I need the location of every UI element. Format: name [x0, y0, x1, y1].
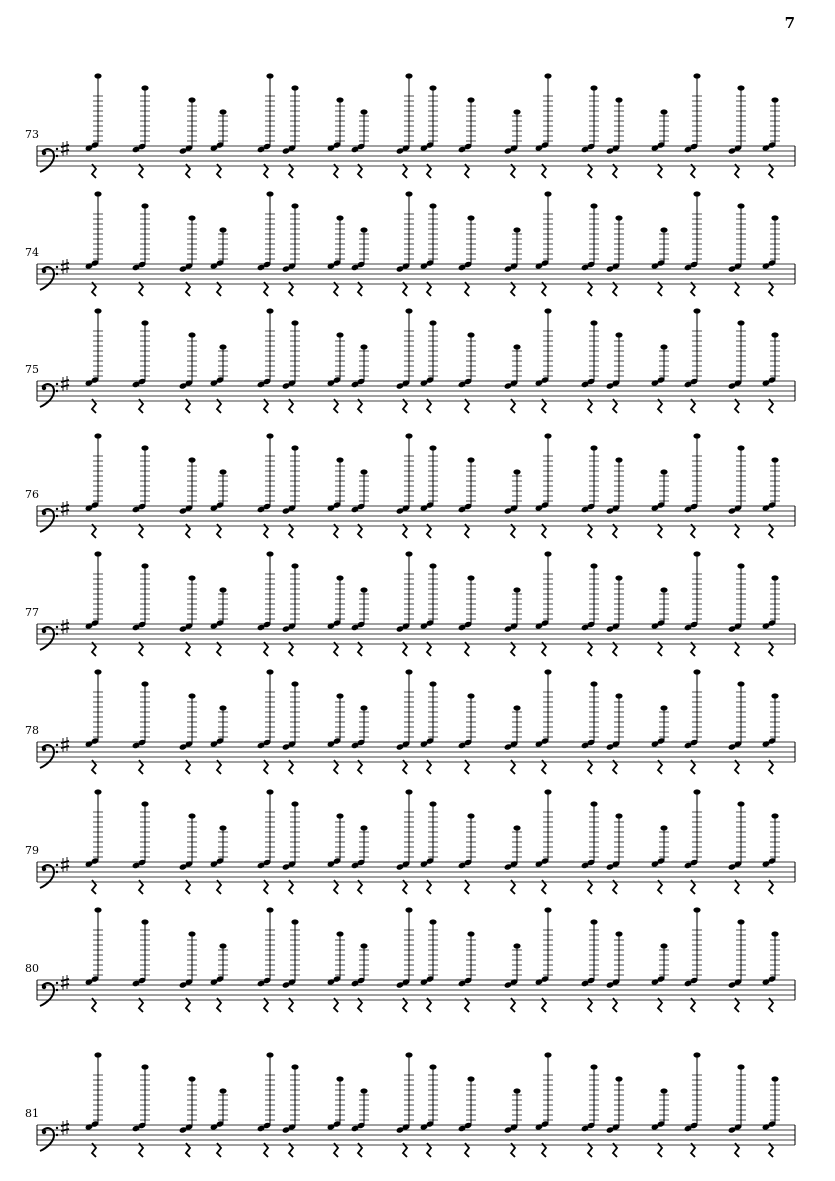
note-chord: [651, 344, 669, 386]
bass-clef-icon: [40, 148, 58, 172]
note-chord: [581, 801, 599, 869]
bass-clef-icon: [40, 744, 58, 768]
note-chord: [257, 551, 275, 631]
note-chord: [327, 97, 345, 151]
note-chord: [581, 203, 599, 271]
note-chord: [651, 227, 669, 269]
note-chord: [762, 97, 780, 151]
note-chord: [728, 203, 746, 272]
note-chord: [351, 1088, 369, 1132]
note-chord: [396, 1052, 414, 1133]
note-chord: [581, 681, 599, 749]
measure-number: 81: [25, 1107, 39, 1120]
note-chord: [684, 1052, 702, 1132]
note-chord: [257, 308, 275, 388]
note-chord: [504, 227, 522, 272]
note-chord: [396, 433, 414, 514]
note-chord: [762, 575, 780, 629]
bass-clef-icon: [40, 383, 58, 407]
note-chord: [684, 191, 702, 271]
note-chord: [396, 789, 414, 870]
note-chord: [762, 693, 780, 747]
system-74: [25, 191, 795, 296]
note-chord: [458, 97, 476, 153]
note-chord: [351, 943, 369, 987]
note-chord: [351, 587, 369, 631]
note-chord: [282, 445, 300, 514]
system-76: [25, 433, 795, 538]
measure-number: 79: [25, 844, 39, 857]
note-chord: [458, 215, 476, 271]
note-chord: [762, 1076, 780, 1130]
note-chord: [85, 1052, 103, 1130]
note-chord: [132, 203, 150, 271]
sharp-icon: [61, 259, 69, 274]
note-chord: [210, 109, 228, 151]
note-chord: [132, 681, 150, 749]
note-chord: [581, 563, 599, 631]
note-chord: [132, 85, 150, 153]
note-chord: [327, 332, 345, 386]
sharp-icon: [61, 141, 69, 156]
note-chord: [504, 587, 522, 632]
note-chord: [458, 1076, 476, 1132]
note-chord: [210, 344, 228, 386]
note-chord: [282, 85, 300, 154]
note-chord: [651, 705, 669, 747]
sharp-icon: [61, 619, 69, 634]
sharp-icon: [61, 857, 69, 872]
note-chord: [257, 433, 275, 513]
note-chord: [458, 332, 476, 388]
note-chord: [257, 907, 275, 987]
note-chord: [257, 1052, 275, 1132]
note-chord: [762, 332, 780, 386]
note-chord: [728, 681, 746, 750]
note-chord: [684, 433, 702, 513]
note-chord: [210, 587, 228, 629]
note-chord: [651, 587, 669, 629]
note-chord: [282, 919, 300, 988]
note-chord: [396, 907, 414, 988]
note-chord: [210, 1088, 228, 1130]
note-chord: [420, 563, 438, 629]
note-chord: [728, 445, 746, 514]
bass-clef-icon: [40, 508, 58, 532]
note-chord: [132, 919, 150, 987]
note-chord: [132, 563, 150, 631]
sharp-icon: [61, 737, 69, 752]
note-chord: [504, 344, 522, 389]
note-chord: [396, 191, 414, 272]
note-chord: [420, 919, 438, 985]
note-chord: [282, 681, 300, 750]
note-chord: [762, 457, 780, 511]
note-chord: [684, 907, 702, 987]
note-chord: [535, 73, 553, 151]
note-chord: [420, 801, 438, 867]
bass-clef-icon: [40, 864, 58, 888]
measure-number: 73: [25, 128, 39, 141]
measure-number: 76: [25, 488, 39, 501]
note-chord: [420, 1064, 438, 1130]
system-81: [25, 1052, 795, 1157]
note-chord: [728, 85, 746, 154]
note-chord: [132, 801, 150, 869]
note-chord: [351, 344, 369, 388]
note-chord: [282, 320, 300, 389]
note-chord: [581, 85, 599, 153]
note-chord: [327, 575, 345, 629]
note-chord: [327, 813, 345, 867]
note-chord: [85, 789, 103, 867]
note-chord: [728, 320, 746, 389]
note-chord: [132, 445, 150, 513]
note-chord: [420, 681, 438, 747]
note-chord: [651, 109, 669, 151]
note-chord: [684, 669, 702, 749]
bass-clef-icon: [40, 626, 58, 650]
note-chord: [762, 813, 780, 867]
measure-number: 75: [25, 363, 39, 376]
note-chord: [504, 943, 522, 988]
measure-number: 78: [25, 724, 39, 737]
note-chord: [728, 563, 746, 632]
note-chord: [396, 73, 414, 154]
note-chord: [651, 469, 669, 511]
system-75: [25, 308, 795, 413]
note-chord: [282, 801, 300, 870]
note-chord: [351, 469, 369, 513]
note-chord: [504, 109, 522, 154]
note-chord: [327, 693, 345, 747]
bass-clef-icon: [40, 1127, 58, 1151]
note-chord: [504, 825, 522, 870]
note-chord: [728, 801, 746, 870]
note-chord: [396, 308, 414, 389]
measure-number: 80: [25, 962, 39, 975]
note-chord: [728, 1064, 746, 1133]
note-chord: [257, 789, 275, 869]
sharp-icon: [61, 376, 69, 391]
note-chord: [85, 308, 103, 386]
note-chord: [651, 943, 669, 985]
note-chord: [351, 825, 369, 869]
note-chord: [458, 813, 476, 869]
note-chord: [420, 85, 438, 151]
sharp-icon: [61, 501, 69, 516]
note-chord: [132, 320, 150, 388]
note-chord: [458, 931, 476, 987]
page-number: 7: [784, 14, 795, 32]
system-77: [25, 551, 795, 656]
note-chord: [327, 215, 345, 269]
note-chord: [581, 1064, 599, 1132]
note-chord: [581, 320, 599, 388]
bass-clef-icon: [40, 982, 58, 1006]
note-chord: [257, 191, 275, 271]
note-chord: [535, 1052, 553, 1130]
note-chord: [762, 215, 780, 269]
measure-number: 77: [25, 606, 39, 619]
note-chord: [85, 191, 103, 269]
bass-clef-icon: [40, 266, 58, 290]
note-chord: [762, 931, 780, 985]
note-chord: [684, 308, 702, 388]
note-chord: [351, 109, 369, 153]
note-chord: [257, 73, 275, 153]
note-chord: [535, 433, 553, 511]
sharp-icon: [61, 1120, 69, 1135]
note-chord: [458, 693, 476, 749]
note-chord: [684, 789, 702, 869]
note-chord: [85, 73, 103, 151]
note-chord: [420, 320, 438, 386]
system-78: [25, 669, 795, 774]
note-chord: [535, 669, 553, 747]
note-chord: [535, 308, 553, 386]
note-chord: [210, 227, 228, 269]
note-chord: [535, 789, 553, 867]
system-79: [25, 789, 795, 894]
note-chord: [351, 705, 369, 749]
note-chord: [85, 907, 103, 985]
note-chord: [504, 469, 522, 514]
note-chord: [210, 825, 228, 867]
note-chord: [581, 919, 599, 987]
note-chord: [210, 469, 228, 511]
note-chord: [504, 705, 522, 750]
note-chord: [351, 227, 369, 271]
note-chord: [396, 551, 414, 632]
note-chord: [85, 551, 103, 629]
note-chord: [85, 433, 103, 511]
note-chord: [257, 669, 275, 749]
note-chord: [684, 73, 702, 153]
note-chord: [420, 445, 438, 511]
note-chord: [535, 191, 553, 269]
note-chord: [282, 563, 300, 632]
note-chord: [282, 203, 300, 272]
system-80: [25, 907, 795, 1012]
system-73: [25, 73, 795, 178]
note-chord: [327, 931, 345, 985]
measure-number: 74: [25, 246, 39, 259]
note-chord: [458, 457, 476, 513]
note-chord: [535, 907, 553, 985]
note-chord: [651, 1088, 669, 1130]
note-chord: [210, 705, 228, 747]
note-chord: [581, 445, 599, 513]
note-chord: [282, 1064, 300, 1133]
note-chord: [651, 825, 669, 867]
note-chord: [728, 919, 746, 988]
note-chord: [504, 1088, 522, 1133]
sharp-icon: [61, 975, 69, 990]
note-chord: [85, 669, 103, 747]
note-chord: [684, 551, 702, 631]
note-chord: [327, 1076, 345, 1130]
note-chord: [420, 203, 438, 269]
note-chord: [535, 551, 553, 629]
note-chord: [327, 457, 345, 511]
note-chord: [210, 943, 228, 985]
note-chord: [132, 1064, 150, 1132]
note-chord: [396, 669, 414, 750]
note-chord: [458, 575, 476, 631]
